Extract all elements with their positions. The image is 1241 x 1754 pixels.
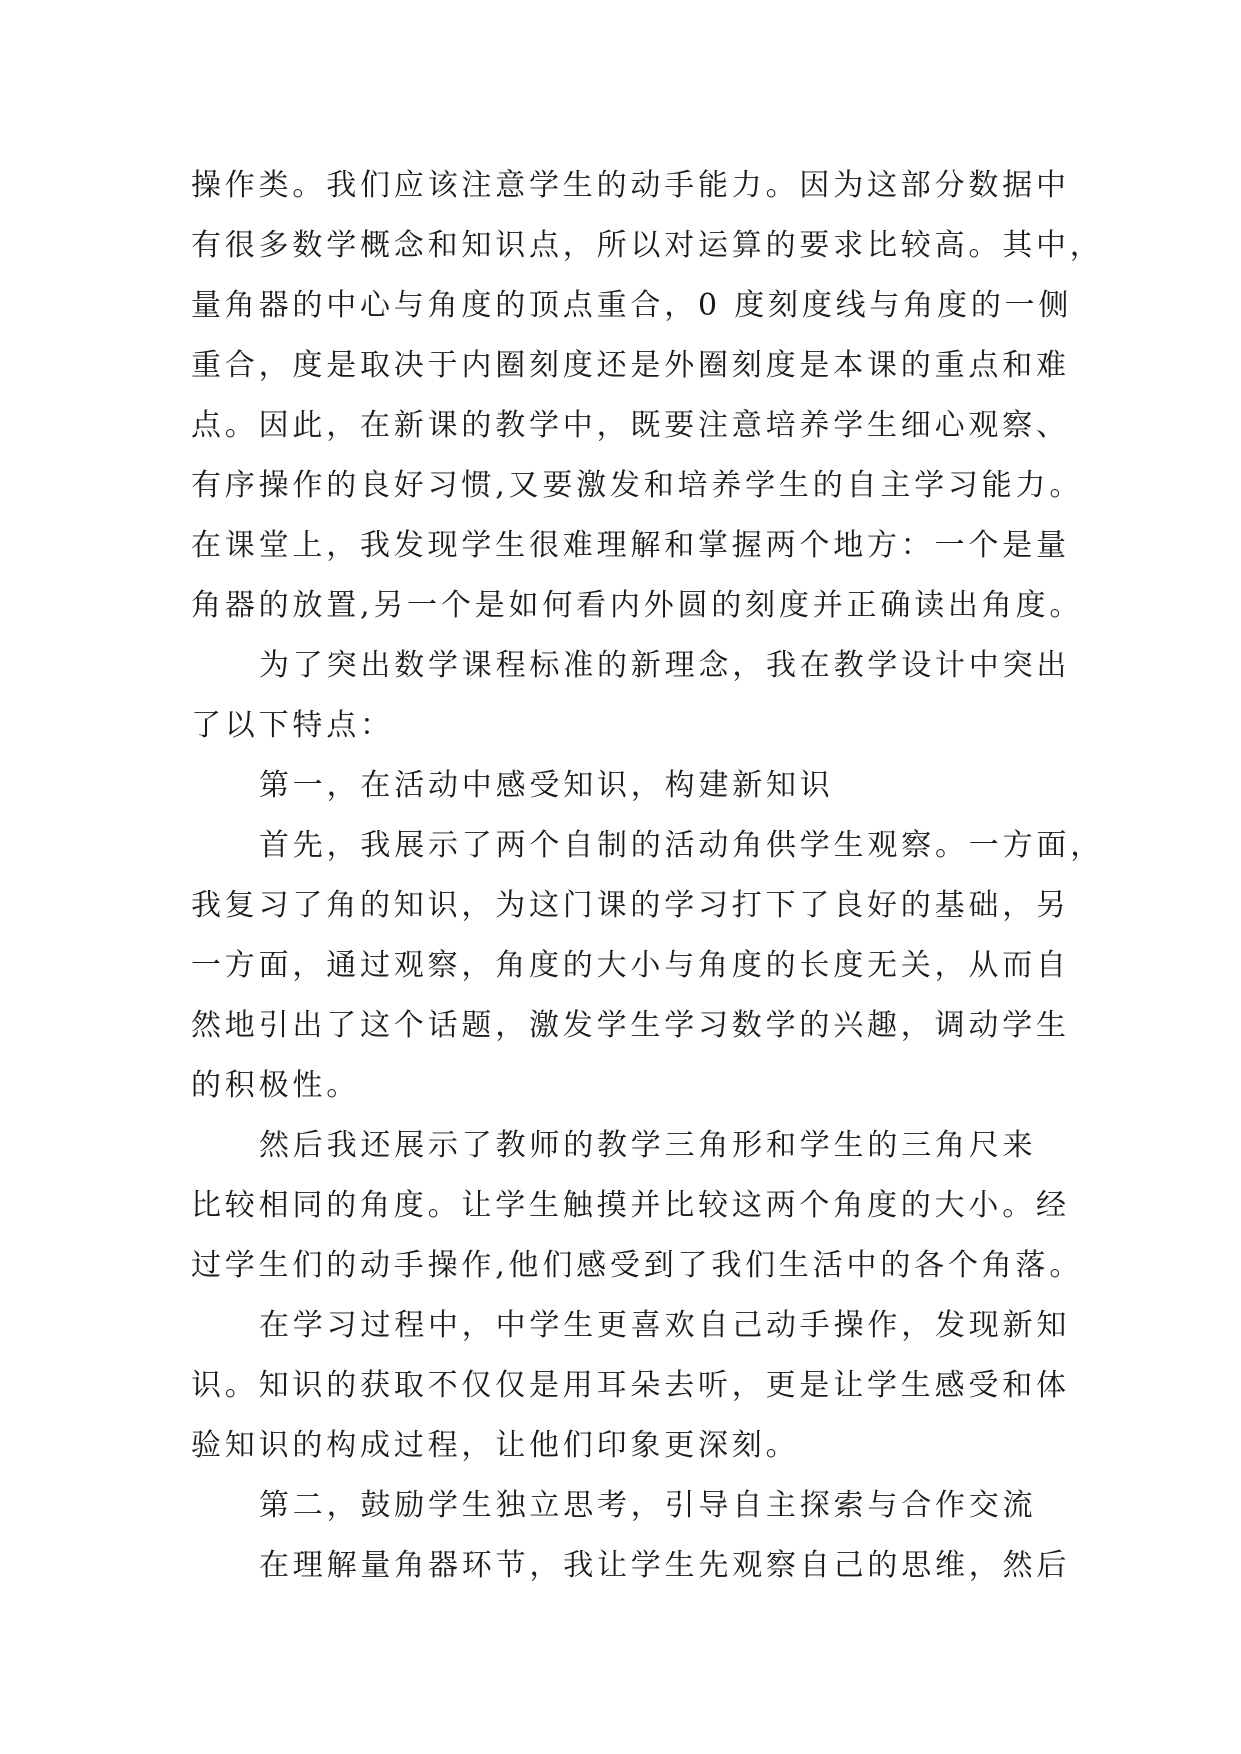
text-line: 然后我还展示了教师的教学三角形和学生的三角尺来 [259, 1128, 1037, 1163]
text-line: 在理解量角器环节，我让学生先观察自己的思维，然后 [259, 1548, 1071, 1583]
text-line: 首先，我展示了两个自制的活动角供学生观察。一方面， [259, 828, 1104, 863]
text-line: 比较相同的角度。让学生触摸并比较这两个角度的大小。经 [191, 1188, 1070, 1223]
text-line: 重合，度是取决于内圈刻度还是外圈刻度是本课的重点和难 [191, 348, 1070, 383]
text-line: 一方面，通过观察，角度的大小与角度的长度无关，从而自 [191, 948, 1070, 983]
text-line: 过学生们的动手操作,他们感受到了我们生活中的各个角落。 [191, 1248, 1084, 1283]
text-line: 点。因此，在新课的教学中，既要注意培养学生细心观察、 [191, 408, 1070, 443]
text-line: 在课堂上，我发现学生很难理解和掌握两个地方：一个是量 [191, 528, 1070, 563]
text-line: 有序操作的良好习惯,又要激发和培养学生的自主学习能力。 [191, 468, 1084, 503]
text-line: 量角器的中心与角度的顶点重合，0 度刻度线与角度的一侧 [191, 288, 1073, 323]
document-body [191, 156, 1104, 1596]
text-line: 角器的放置,另一个是如何看内外圆的刻度并正确读出角度。 [191, 588, 1084, 623]
text-line: 我复习了角的知识，为这门课的学习打下了良好的基础，另 [191, 888, 1070, 923]
text-line: 第二，鼓励学生独立思考，引导自主探索与合作交流 [259, 1488, 1037, 1523]
text-line: 验知识的构成过程，让他们印象更深刻。 [191, 1428, 800, 1463]
text-line: 第一，在活动中感受知识，构建新知识 [259, 768, 834, 803]
text-line: 的积极性。 [191, 1068, 360, 1103]
text-line: 然地引出了这个话题，激发学生学习数学的兴趣，调动学生 [191, 1008, 1070, 1043]
text-line: 识。知识的获取不仅仅是用耳朵去听，更是让学生感受和体 [191, 1368, 1070, 1403]
text-line: 为了突出数学课程标准的新理念，我在教学设计中突出 [259, 648, 1071, 683]
text-line: 在学习过程中，中学生更喜欢自己动手操作，发现新知 [259, 1308, 1071, 1343]
text-line: 有很多数学概念和知识点，所以对运算的要求比较高。其中， [191, 228, 1104, 263]
text-line: 了以下特点： [191, 708, 394, 743]
text-line: 操作类。我们应该注意学生的动手能力。因为这部分数据中 [191, 168, 1070, 203]
